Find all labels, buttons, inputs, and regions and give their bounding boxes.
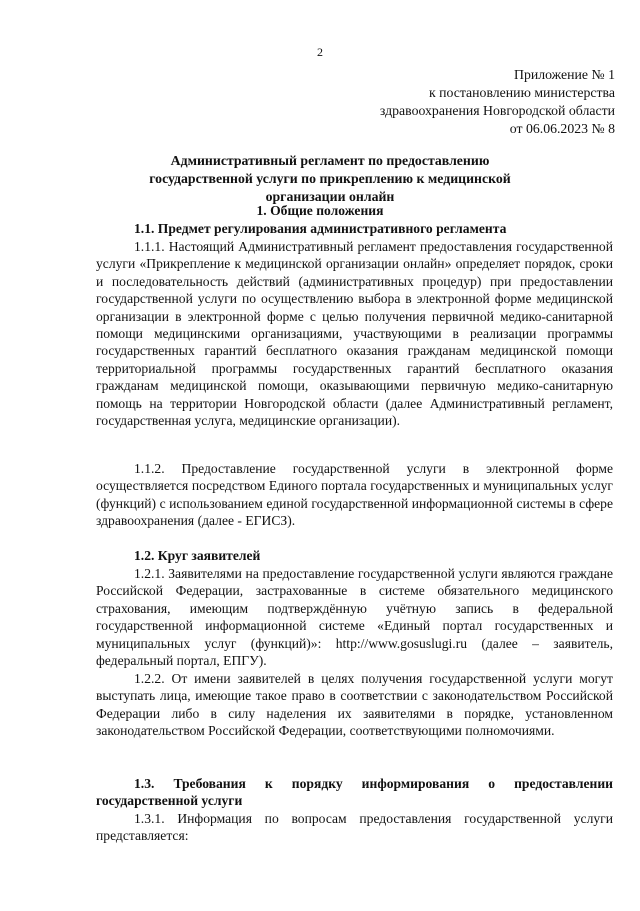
subsection-1-2-heading: 1.2. Круг заявителей	[134, 548, 261, 563]
document-title: Административный регламент по предоставлению государственной услуги по прикреплению к медицинской организации онлайн	[149, 153, 511, 204]
paragraph-1-2-2: 1.2.2. От имени заявителей в целях получения государственной услуги могут выступать лица, имеющие такое право в соответствии с законодательством Российской Федерации либо в силу наделения их заявителями в порядке, установленном законодательством Российской Федерации, соответствующими полномочиями.	[96, 671, 613, 739]
appendix-line-1: Приложение № 1	[513, 67, 615, 82]
paragraph-1-3-1: 1.3.1. Информация по вопросам предоставления государственной услуги представляется:	[96, 811, 613, 844]
paragraph-1-1-1: 1.1.1. Настоящий Административный регламент предоставления государственной услуги «Прикрепление к медицинской организации онлайн» определяет порядок, сроки и последовательность действий (административных процедур) при предоставлении государственной услуги по осуществлению выбора в электронной форме медицинской организации в электронной форме с целью получения первичной медико-санитарной помощи медицинскими организациями, участвующими в реализации программы государственных гарантий бесплатного оказания гражданам медицинской помощи территориальной программы государственных гарантий бесплатного оказания гражданам медицинской помощи, оказывающими первичную медико-санитарную помощь на территории Новгородской области (далее Административный регламент, государственная услуга, медицинские организации).	[96, 239, 613, 429]
subsection-1-1-heading: 1.1. Предмет регулирования административного регламента	[134, 221, 507, 236]
paragraph-1-2-1: 1.2.1. Заявителями на предоставление государственной услуги являются граждане Российской Федерации, застрахованные в системе обязательного медицинского страхования, имеющим подтверждённую учётную запись в федеральной государственной информационной системе «Единый портал государственных и муниципальных услуг (функций)»: http://www.gosuslugi.ru (далее – заявитель, федеральный портал, ЕПГУ).	[96, 566, 613, 669]
subsection-1-3-heading: 1.3. Требования к порядку информирования о предоставлении государственной услуги	[96, 776, 613, 809]
appendix-line-4: от 06.06.2023 № 8	[509, 121, 615, 136]
appendix-line-2: к постановлению министерства	[428, 85, 615, 100]
section-1-heading: 1. Общие положения	[256, 203, 384, 218]
appendix-line-3: здравоохранения Новгородской области	[379, 103, 615, 118]
paragraph-1-1-2: 1.1.2. Предоставление государственной услуги в электронной форме осуществляется посредством Единого портала государственных и муниципальных услуг (функций) с использованием единой государственной информационной системы в сфере здравоохранения (далее - ЕГИСЗ).	[96, 461, 613, 529]
page-number: 2	[317, 45, 323, 59]
appendix-block	[380, 66, 615, 138]
